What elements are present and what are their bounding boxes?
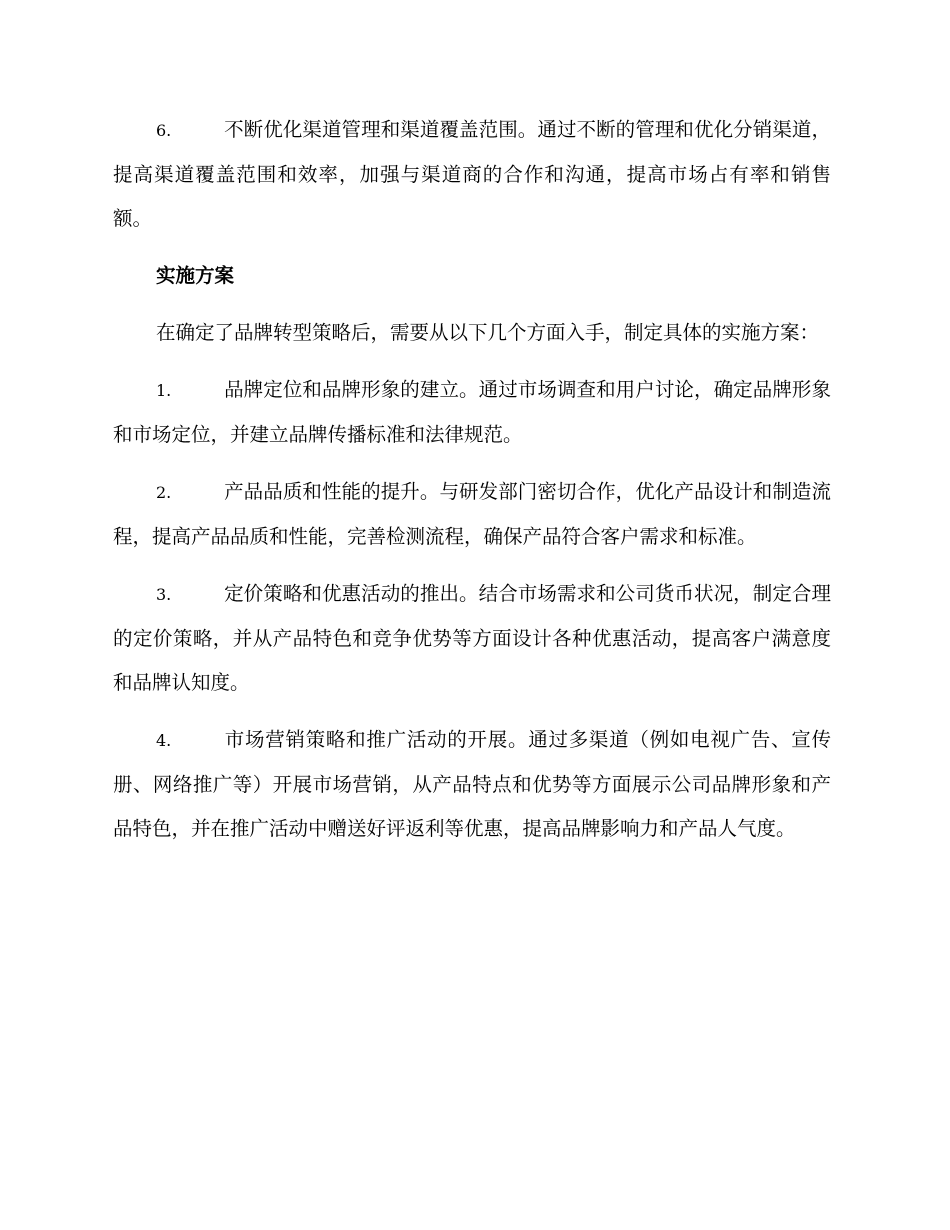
list-item-text: 市场营销策略和推广活动的开展。通过多渠道（例如电视广告、宣传册、网络推广等）开展市场营销，从产品特点和优势等方面展示公司品牌形象和产品特色，并在推广活动中赠送好评返利等优惠，提高品牌影响力和产品人气度。 [113,728,831,840]
list-item-1 [113,368,831,457]
list-item-6 [113,108,831,241]
list-item-4 [113,718,831,851]
list-item-2 [113,470,831,559]
list-item-number: 1. [156,381,172,400]
list-item-number: 6. [156,121,172,140]
list-item-number: 4. [156,731,172,750]
list-item-text: 品牌定位和品牌形象的建立。通过市场调查和用户讨论，确定品牌形象和市场定位，并建立品牌传播标准和法律规范。 [113,378,831,446]
intro-paragraph: 在确定了品牌转型策略后，需要从以下几个方面入手，制定具体的实施方案： [156,321,820,344]
list-item-text: 产品品质和性能的提升。与研发部门密切合作，优化产品设计和制造流程，提高产品品质和性能，完善检测流程，确保产品符合客户需求和标准。 [113,480,831,548]
section-heading: 实施方案 [156,264,235,287]
list-item-text: 定价策略和优惠活动的推出。结合市场需求和公司货币状况，制定合理的定价策略，并从产品特色和竞争优势等方面设计各种优惠活动，提高客户满意度和品牌认知度。 [113,582,831,694]
list-item-number: 2. [156,483,172,502]
list-item-text: 不断优化渠道管理和渠道覆盖范围。通过不断的管理和优化分销渠道，提高渠道覆盖范围和效率，加强与渠道商的合作和沟通，提高市场占有率和销售额。 [113,118,831,230]
document-body [113,108,831,864]
list-item-3 [113,572,831,705]
list-item-number: 3. [156,585,172,604]
